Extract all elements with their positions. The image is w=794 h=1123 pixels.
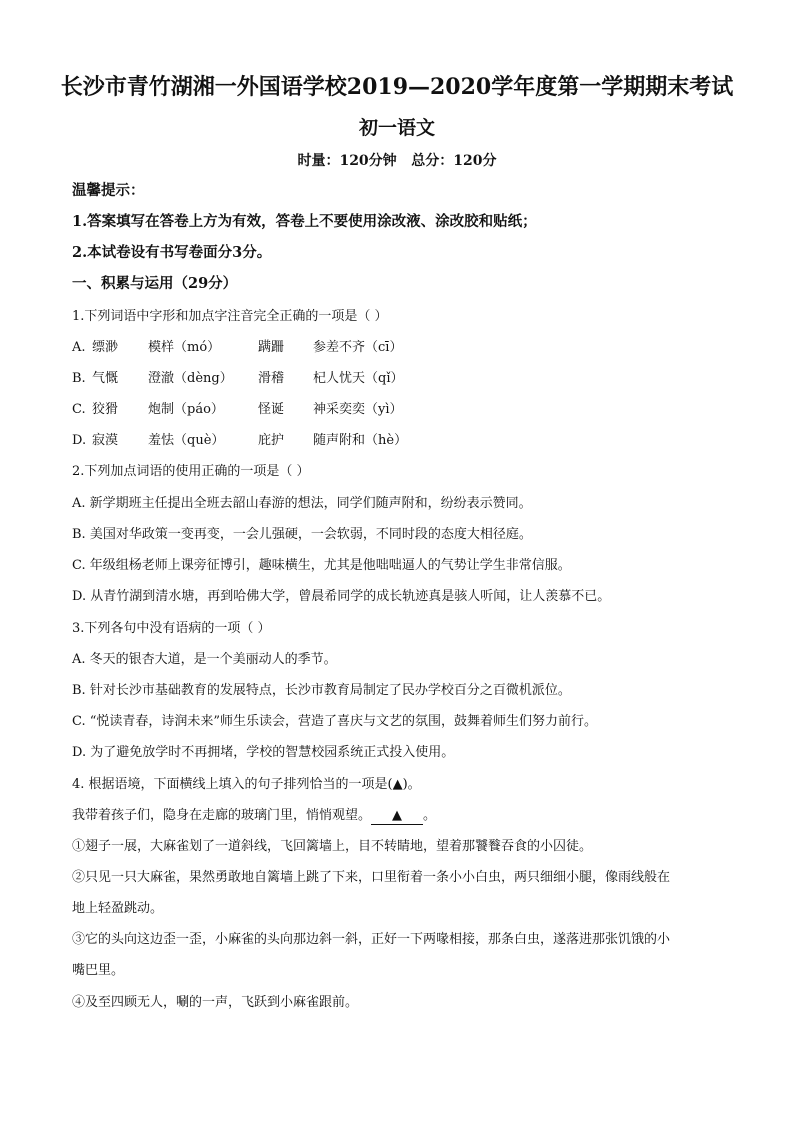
option-word: 滑稽: [258, 371, 285, 386]
option-word: 羞怯（què）: [148, 433, 225, 448]
tips-heading: 温馨提示：: [72, 182, 145, 199]
option-line: B. 针对长沙市基础教育的发展特点，长沙市教育局制定了民办学校百分之百微机派位。: [72, 683, 571, 698]
option-word: 寂漠: [92, 433, 119, 448]
option-word: 狡猾: [92, 402, 119, 417]
tip-item: 2.本试卷设有书写卷面分3分。: [72, 244, 272, 261]
sentence-item: ②只见一只大麻雀，果然勇敢地自篱墙上跳了下来，口里衔着一条小小白虫，两只细细小腿，像雨线般在: [72, 870, 671, 885]
tip-item: 1.答案填写在答卷上方为有效，答卷上不要使用涂改液、涂改胶和贴纸；: [72, 213, 537, 230]
option-word: 怪诞: [258, 402, 285, 417]
option-word: 参差不齐（cī）: [313, 340, 403, 355]
option-line: C. 年级组杨老师上课旁征博引，趣味横生，尤其是他咄咄逼人的气势让学生非常信服。: [72, 558, 571, 573]
option-word: 气慨: [92, 371, 119, 386]
exam-title: 长沙市青竹湖湘一外国语学校2019—2020学年度第一学期期末考试: [60, 74, 734, 100]
option-word: 神采奕奕（yì）: [313, 402, 403, 417]
option-letter: A.: [72, 340, 86, 355]
option-word: 蹒跚: [258, 340, 285, 355]
exam-subtitle: 初一语文: [358, 117, 435, 139]
sentence-item: ④及至四顾无人，唰的一声，飞跃到小麻雀跟前。: [72, 995, 359, 1010]
option-word: 杞人忧天（qǐ）: [313, 371, 404, 386]
context-end: 。: [423, 808, 437, 823]
option-line: B. 美国对华政策一变再变，一会儿强硬，一会软弱，不同时段的态度大相径庭。: [72, 527, 532, 542]
context-text: 我带着孩子们，隐身在走廊的玻璃门里，悄悄观望。: [72, 808, 372, 823]
option-letter: D.: [72, 433, 87, 448]
option-line: C. “悦读青春，诗润未来”师生乐读会，营造了喜庆与文艺的氛围，鼓舞着师生们努力前行。: [72, 714, 598, 729]
option-letter: B.: [72, 371, 86, 386]
sentence-item: 地上轻盈跳动。: [72, 901, 164, 916]
time-info: 时量：120分钟 总分：120分: [297, 153, 497, 169]
option-line: D. 为了避免放学时不再拥堵，学校的智慧校园系统正式投入使用。: [72, 745, 455, 760]
option-word: 缥渺: [92, 340, 119, 355]
option-word: 澄澈（dèng）: [148, 371, 233, 386]
sentence-item: ①翅子一展，大麻雀划了一道斜线，飞回篱墙上，目不转睛地，望着那饕餮吞食的小囚徒。: [72, 839, 593, 854]
question-stem: 1.下列词语中字形和加点字注音完全正确的一项是（ ）: [72, 309, 388, 324]
context-line: [72, 806, 732, 826]
option-letter: C.: [72, 402, 86, 417]
option-word: 随声附和（hè）: [313, 433, 408, 448]
option-word: 庇护: [258, 433, 285, 448]
option-line: D. 从青竹湖到清水塘，再到哈佛大学，曾晨希同学的成长轨迹真是骇人听闻，让人羡慕不已。: [72, 589, 611, 604]
question-stem: 3.下列各句中没有语病的一项（ ）: [72, 621, 271, 636]
answer-blank: ▲: [371, 808, 423, 825]
question-stem: 2.下列加点词语的使用正确的一项是（ ）: [72, 464, 310, 479]
section-heading: 一、积累与运用（29分）: [72, 275, 238, 292]
option-word: 模样（mó）: [148, 340, 221, 355]
option-line: A. 冬天的银杏大道，是一个美丽动人的季节。: [72, 652, 337, 667]
sentence-item: ③它的头向这边歪一歪，小麻雀的头向那边斜一斜，正好一下两喙相接，那条白虫，遂落进那张饥饿的小: [72, 932, 671, 947]
sentence-item: 嘴巴里。: [72, 963, 125, 978]
question-stem: 4. 根据语境，下面横线上填入的句子排列恰当的一项是(▲)。: [72, 777, 421, 792]
option-word: 炮制（páo）: [148, 402, 224, 417]
option-line: A. 新学期班主任提出全班去韶山春游的想法，同学们随声附和，纷纷表示赞同。: [72, 496, 532, 511]
